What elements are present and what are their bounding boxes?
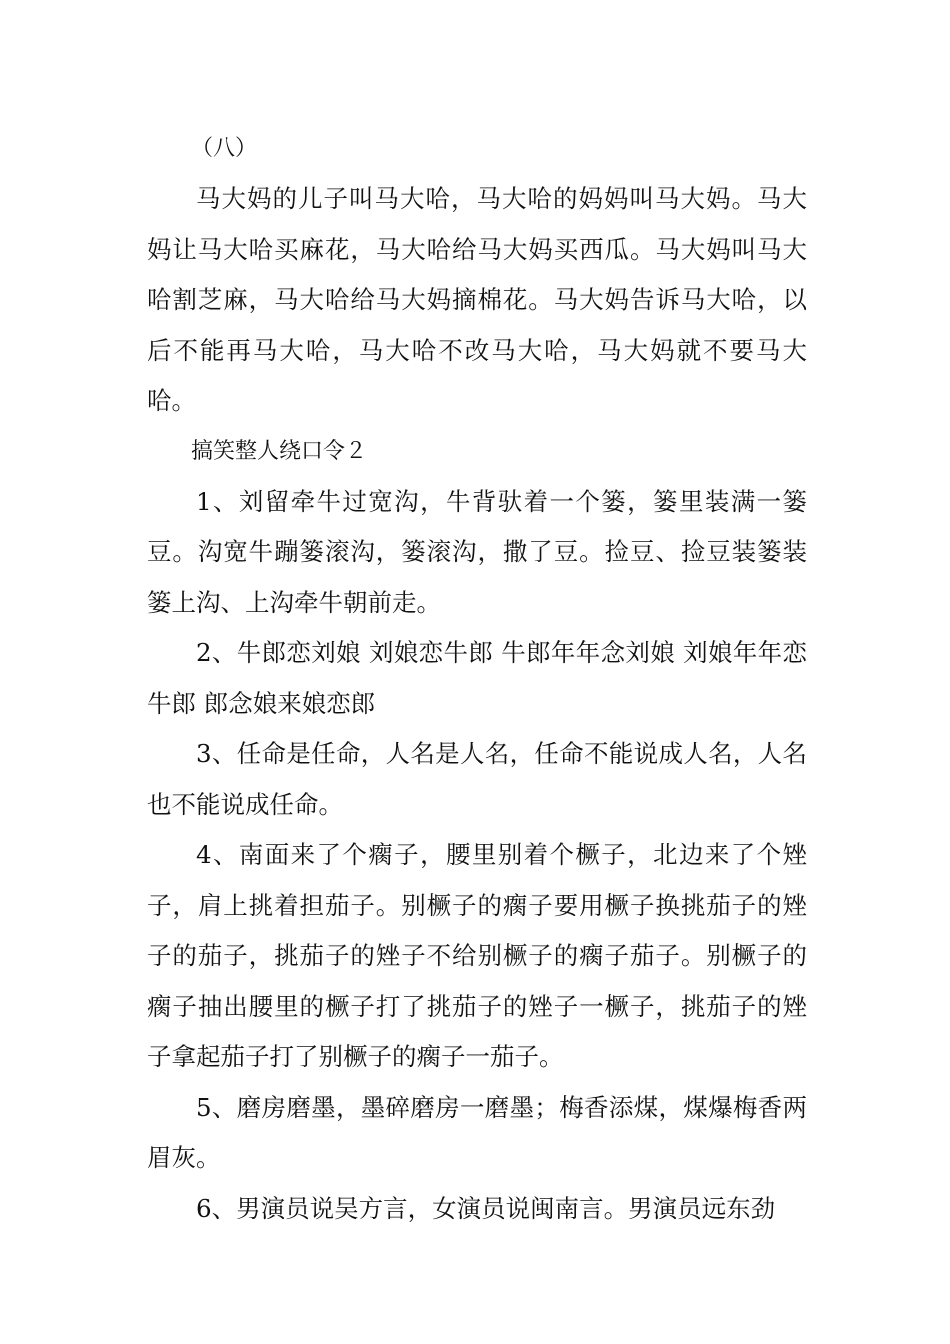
document-body xyxy=(147,124,807,1234)
section-heading-eight: （八） xyxy=(191,136,258,161)
paragraph-item-1: 1、刘留牵牛过宽沟，牛背驮着一个篓，篓里装满一篓豆。沟宽牛蹦篓滚沟，篓滚沟，撒了豆。捡豆、捡豆装篓装篓上沟、上沟牵牛朝前走。 xyxy=(147,486,807,617)
paragraph-item-2: 2、牛郎恋刘娘 刘娘恋牛郎 牛郎年年念刘娘 刘娘年年恋牛郎 郎念娘来娘恋郎 xyxy=(147,638,807,718)
paragraph-item-3: 3、任命是任命，人名是人名，任命不能说成人名，人名也不能说成任命。 xyxy=(147,739,807,819)
paragraph-item-5: 5、磨房磨墨，墨碎磨房一磨墨；梅香添煤，煤爆梅香两眉灰。 xyxy=(147,1092,807,1172)
paragraph-item-6: 6、男演员说吴方言，女演员说闽南言。男演员远东劲 xyxy=(196,1193,776,1223)
paragraph-ma-dama: 马大妈的儿子叫马大哈，马大哈的妈妈叫马大妈。马大妈让马大哈买麻花，马大哈给马大妈买西瓜。马大妈叫马大哈割芝麻，马大哈给马大妈摘棉花。马大妈告诉马大哈，以后不能再马大哈，马大哈不改马大哈，马大妈就不要马大哈。 xyxy=(147,184,807,415)
section-heading-tongue-twisters-2: 搞笑整人绕口令２ xyxy=(191,438,368,464)
paragraph-item-4: 4、南面来了个瘸子，腰里别着个橛子，北边来了个矬子，肩上挑着担茄子。别橛子的瘸子要用橛子换挑茄子的矬子的茄子，挑茄子的矬子不给别橛子的瘸子茄子。别橛子的瘸子抽出腰里的橛子打了挑茄子的矬子一橛子，挑茄子的矬子拿起茄子打了别橛子的瘸子一茄子。 xyxy=(147,840,807,1071)
